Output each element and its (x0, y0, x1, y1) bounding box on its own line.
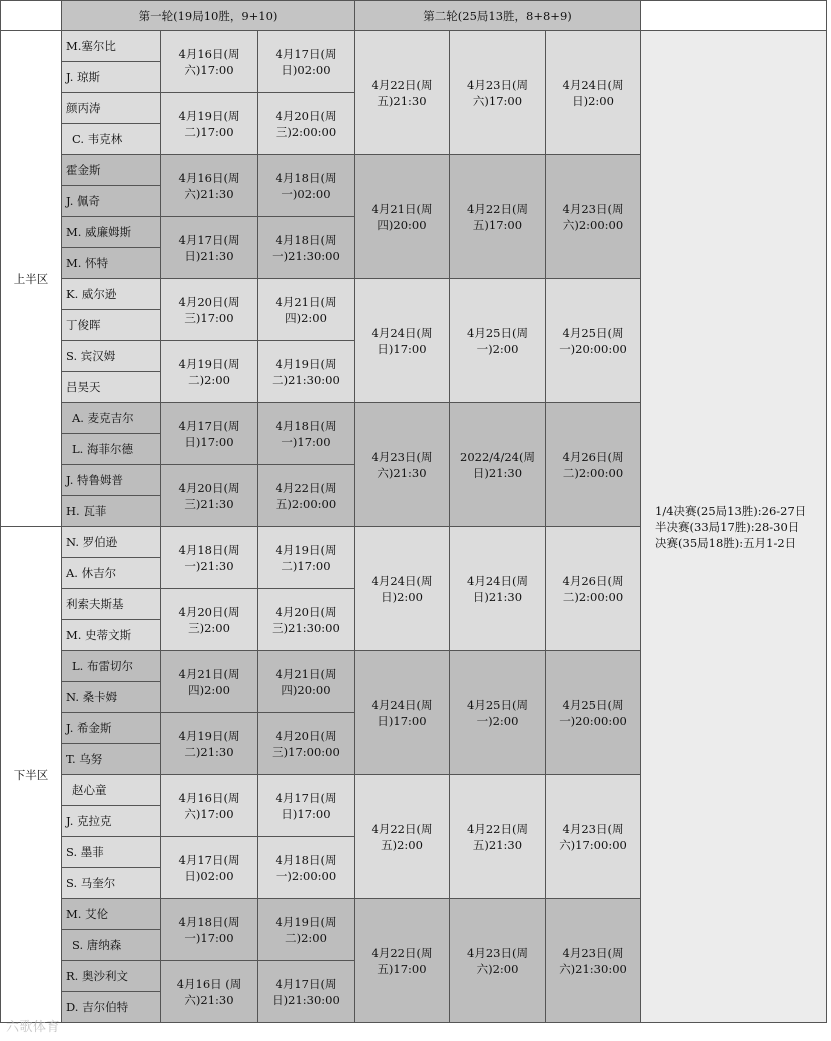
round2-session-cell: 4月25日(周 一)20:00:00 (546, 279, 641, 403)
round1-session-cell: 4月19日(周 二)21:30:00 (258, 341, 355, 403)
round1-session-cell: 4月21日(周 四)20:00 (258, 651, 355, 713)
round1-session-cell: 4月19日(周 二)17:00 (161, 93, 258, 155)
round2-session-cell: 4月25日(周 一)20:00:00 (546, 651, 641, 775)
player-cell: 吕昊天 (62, 372, 161, 403)
round1-session-cell: 4月16日 (周 六)21:30 (161, 961, 258, 1023)
round1-session-cell: 4月16日(周 六)17:00 (161, 31, 258, 93)
round1-session-cell: 4月17日(周 日)17:00 (161, 403, 258, 465)
round1-session-cell: 4月20日(周 三)2:00:00 (258, 93, 355, 155)
round1-session-cell: 4月20日(周 三)17:00 (161, 279, 258, 341)
round1-session-cell: 4月19日(周 二)2:00 (161, 341, 258, 403)
round2-session-cell: 4月23日(周 六)17:00 (450, 31, 546, 155)
round1-session-cell: 4月16日(周 六)21:30 (161, 155, 258, 217)
player-cell: S. 马奎尔 (62, 868, 161, 899)
round2-session-cell: 4月23日(周 六)21:30 (355, 403, 450, 527)
player-cell: K. 威尔逊 (62, 279, 161, 310)
round2-session-cell: 2022/4/24(周 日)21:30 (450, 403, 546, 527)
upper-half-label: 上半区 (1, 31, 62, 527)
round1-session-cell: 4月21日(周 四)2:00 (161, 651, 258, 713)
player-cell: J. 希金斯 (62, 713, 161, 744)
player-cell: 丁俊晖 (62, 310, 161, 341)
round1-session-cell: 4月20日(周 三)2:00 (161, 589, 258, 651)
round1-header: 第一轮(19局10胜，9+10) (62, 1, 355, 31)
player-cell: M. 威廉姆斯 (62, 217, 161, 248)
player-cell: R. 奥沙利文 (62, 961, 161, 992)
player-cell: S. 墨菲 (62, 837, 161, 868)
player-cell: L. 布雷切尔 (62, 651, 161, 682)
player-cell: H. 瓦菲 (62, 496, 161, 527)
player-cell: J. 克拉克 (62, 806, 161, 837)
player-cell: A. 休吉尔 (62, 558, 161, 589)
round2-session-cell: 4月23日(周 六)21:30:00 (546, 899, 641, 1023)
player-cell: 赵心童 (62, 775, 161, 806)
round2-session-cell: 4月26日(周 二)2:00:00 (546, 403, 641, 527)
later-round-note: 决赛(35局18胜):五月1-2日 (655, 535, 797, 550)
player-cell: D. 吉尔伯特 (62, 992, 161, 1023)
round2-session-cell: 4月23日(周 六)17:00:00 (546, 775, 641, 899)
round1-session-cell: 4月22日(周 五)2:00:00 (258, 465, 355, 527)
player-cell: J. 佩奇 (62, 186, 161, 217)
round1-session-cell: 4月17日(周 日)02:00 (161, 837, 258, 899)
watermark-logo: 六歌体育 (6, 1020, 61, 1035)
player-cell: S. 唐纳森 (62, 930, 161, 961)
player-cell: T. 乌努 (62, 744, 161, 775)
later-round-note: 1/4决赛(25局13胜):26-27日 (655, 503, 807, 518)
player-cell: L. 海菲尔德 (62, 434, 161, 465)
round2-session-cell: 4月21日(周 四)20:00 (355, 155, 450, 279)
header-row (1, 1, 827, 31)
round1-session-cell: 4月18日(周 一)21:30 (161, 527, 258, 589)
round1-session-cell: 4月19日(周 二)2:00 (258, 899, 355, 961)
round2-header: 第二轮(25局13胜，8+8+9) (355, 1, 641, 31)
round2-session-cell: 4月24日(周 日)17:00 (355, 279, 450, 403)
round2-session-cell: 4月24日(周 日)21:30 (450, 527, 546, 651)
round1-session-cell: 4月19日(周 二)17:00 (258, 527, 355, 589)
schedule-row (1, 31, 827, 62)
round1-session-cell: 4月17日(周 日)21:30 (161, 217, 258, 279)
round2-session-cell: 4月25日(周 一)2:00 (450, 651, 546, 775)
header-blank-cell (1, 1, 62, 31)
round1-session-cell: 4月20日(周 三)21:30:00 (258, 589, 355, 651)
round2-session-cell: 4月24日(周 日)2:00 (546, 31, 641, 155)
player-cell: S. 宾汉姆 (62, 341, 161, 372)
round1-session-cell: 4月18日(周 一)17:00 (258, 403, 355, 465)
round2-session-cell: 4月24日(周 日)2:00 (355, 527, 450, 651)
round2-session-cell: 4月22日(周 五)17:00 (355, 899, 450, 1023)
lower-half-label: 下半区 (1, 527, 62, 1023)
round2-session-cell: 4月23日(周 六)2:00:00 (546, 155, 641, 279)
player-cell: M. 艾伦 (62, 899, 161, 930)
round1-session-cell: 4月18日(周 一)17:00 (161, 899, 258, 961)
round1-session-cell: 4月17日(周 日)21:30:00 (258, 961, 355, 1023)
round1-session-cell: 4月16日(周 六)17:00 (161, 775, 258, 837)
player-cell: 霍金斯 (62, 155, 161, 186)
round2-session-cell: 4月23日(周 六)2:00 (450, 899, 546, 1023)
player-cell: N. 罗伯逊 (62, 527, 161, 558)
round1-session-cell: 4月21日(周 四)2:00 (258, 279, 355, 341)
round1-session-cell: 4月18日(周 一)2:00:00 (258, 837, 355, 899)
header-side-blank (641, 1, 827, 31)
round1-session-cell: 4月18日(周 一)21:30:00 (258, 217, 355, 279)
round1-session-cell: 4月18日(周 一)02:00 (258, 155, 355, 217)
round1-session-cell: 4月20日(周 三)17:00:00 (258, 713, 355, 775)
player-cell: M. 怀特 (62, 248, 161, 279)
player-cell: M.塞尔比 (62, 31, 161, 62)
later-round-note: 半决赛(33局17胜):28-30日 (655, 519, 800, 534)
player-cell: N. 桑卡姆 (62, 682, 161, 713)
round2-session-cell: 4月25日(周 一)2:00 (450, 279, 546, 403)
player-cell: J. 琼斯 (62, 62, 161, 93)
round1-session-cell: 4月17日(周 日)17:00 (258, 775, 355, 837)
player-cell: C. 韦克林 (62, 124, 161, 155)
round2-session-cell: 4月24日(周 日)17:00 (355, 651, 450, 775)
player-cell: M. 史蒂文斯 (62, 620, 161, 651)
round2-session-cell: 4月22日(周 五)21:30 (355, 31, 450, 155)
later-rounds-notes (641, 31, 827, 1023)
round2-session-cell: 4月22日(周 五)2:00 (355, 775, 450, 899)
round2-session-cell: 4月22日(周 五)17:00 (450, 155, 546, 279)
player-cell: A. 麦克吉尔 (62, 403, 161, 434)
round1-session-cell: 4月20日(周 三)21:30 (161, 465, 258, 527)
round2-session-cell: 4月26日(周 二)2:00:00 (546, 527, 641, 651)
player-cell: J. 特鲁姆普 (62, 465, 161, 496)
round1-session-cell: 4月19日(周 二)21:30 (161, 713, 258, 775)
round2-session-cell: 4月22日(周 五)21:30 (450, 775, 546, 899)
round1-session-cell: 4月17日(周 日)02:00 (258, 31, 355, 93)
player-cell: 颜丙涛 (62, 93, 161, 124)
player-cell: 利索夫斯基 (62, 589, 161, 620)
